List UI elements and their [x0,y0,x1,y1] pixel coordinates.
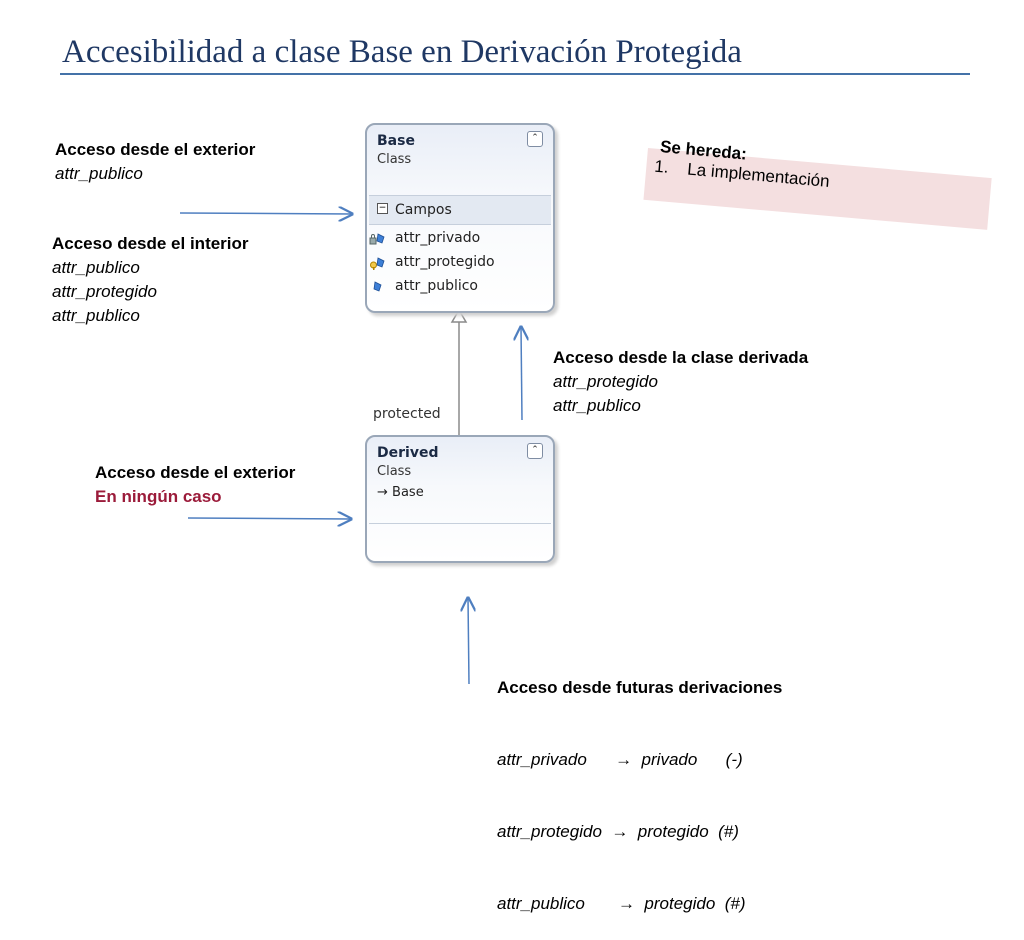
class-name: Derived [377,445,439,461]
note-heading: Acceso desde la clase derivada [553,348,809,367]
private-field-icon [369,231,385,247]
note-item: attr_protegido → protegido (#) [497,822,739,841]
arrow-exterior-to-derived [188,518,351,519]
arrow-exterior-to-base [180,213,352,214]
arrow-derived-class-access [521,327,522,420]
field-name: attr_publico [395,278,479,294]
note-item: attr_protegido [52,282,157,301]
inherits-arrow-icon: → [377,485,388,500]
collapse-minus-icon[interactable]: − [378,203,387,213]
inheritance-label: protected [373,406,441,422]
collapse-chevron-icon[interactable]: ⌃ [527,131,543,147]
note-heading: Acceso desde el exterior [55,140,256,159]
derived-class-box[interactable] [365,435,555,563]
fields-section-header[interactable] [369,195,551,225]
note-item: attr_publico [55,164,143,183]
field-name: attr_privado [395,230,481,246]
field-name: attr_protegido [395,254,495,270]
note-item: attr_publico → protegido (#) [497,894,746,913]
arrow-future-derivations [468,598,469,684]
class-kind: Class [377,464,412,479]
sticky-item-text: La implementación [686,159,831,191]
note-item: attr_publico [553,396,641,415]
section-label: Campos [395,202,452,218]
note-heading: Acceso desde el interior [52,234,249,253]
base-type-name: Base [392,485,424,500]
note-item: attr_publico [52,258,140,277]
note-heading: Acceso desde el exterior [95,463,296,482]
sticky-item-number: 1. [653,156,670,177]
box-divider [369,523,551,524]
base-class-box[interactable] [365,123,555,313]
public-field-icon [369,279,385,295]
note-item: attr_publico [52,306,140,325]
protected-field-icon [369,255,385,271]
note-heading: Acceso desde futuras derivaciones [497,678,783,697]
slide-title: Accesibilidad a clase Base en Derivación Protegida [62,34,742,70]
base-type-reference [377,485,424,500]
note-item: attr_protegido [553,372,658,391]
class-name: Base [377,133,415,149]
class-kind: Class [377,152,412,167]
sticky-heading: Se hereda: [659,137,748,164]
note-value: En ningún caso [95,487,222,506]
note-item: attr_privado → privado (-) [497,750,743,769]
collapse-chevron-icon[interactable]: ⌃ [527,443,543,459]
